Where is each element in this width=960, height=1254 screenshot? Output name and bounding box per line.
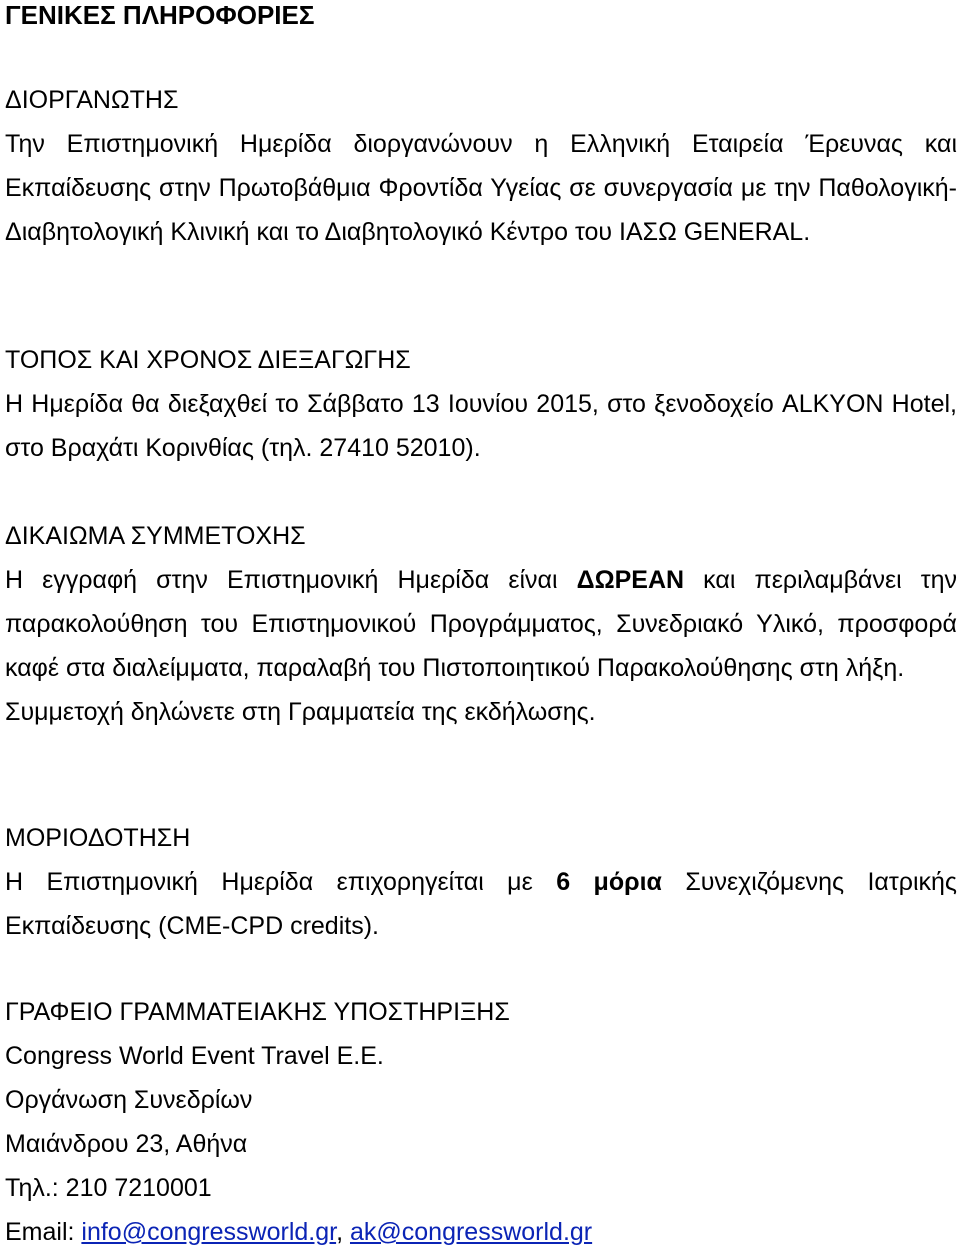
email-label: Email: xyxy=(5,1218,82,1246)
participation-note: Συμμετοχή δηλώνετε στη Γραμματεία της εκδήλωσης. xyxy=(5,698,596,726)
venue-heading: ΤΟΠΟΣ ΚΑΙ ΧΡΟΝΟΣ ΔΙΕΞΑΓΩΓΗΣ xyxy=(5,346,411,374)
email-link-ak[interactable]: ak@congressworld.gr xyxy=(349,1218,593,1246)
credits-text-after: Συνεχιζόμενης Ιατρικής Εκπαίδευσης (CME-CPD credits). xyxy=(5,868,957,940)
secretariat-section xyxy=(5,990,957,1254)
secretariat-heading: ΓΡΑΦΕΙΟ ΓΡΑΜΜΑΤΕΙΑΚΗΣ ΥΠΟΣΤΗΡΙΞΗΣ xyxy=(5,998,510,1026)
participation-text-before: Η εγγραφή στην Επιστημονική Ημερίδα είναι xyxy=(5,566,577,594)
organizer-text: Την Επιστημονική Ημερίδα διοργανώνουν η Ελληνική Εταιρεία Έρευνας και Εκπαίδευσης στην Πρωτοβάθμια Φροντίδα Υγείας σε συνεργασία με την Παθολογική-Διαβητολογική Κλινική και το Διαβητολογικό Κέντρο του ΙΑΣΩ GENERAL. xyxy=(5,130,957,246)
organizer-heading: ΔΙΟΡΓΑΝΩΤΗΣ xyxy=(5,86,179,114)
credits-heading: ΜΟΡΙΟΔΟΤΗΣΗ xyxy=(5,824,191,852)
email-separator: , xyxy=(336,1218,350,1246)
participation-heading: ΔΙΚΑΙΩΜΑ ΣΥΜΜΕΤΟΧΗΣ xyxy=(5,522,306,550)
participation-text-after: και περιλαμβάνει την παρακολούθηση του Επιστημονικού Προγράμματος, Συνεδριακό Υλικό, προσφορά καφέ στα διαλείμματα, παραλαβή του Πιστοποιητικού Παρακολούθησης στη λήξη. xyxy=(5,566,958,682)
email-link-info[interactable]: info@congressworld.gr xyxy=(81,1218,337,1246)
credits-section xyxy=(5,816,957,948)
participation-section xyxy=(5,514,957,734)
credits-emphasis: 6 μόρια xyxy=(556,868,662,896)
venue-section xyxy=(5,338,957,470)
credits-text xyxy=(5,860,957,948)
organizer-section xyxy=(5,78,957,254)
free-emphasis: ΔΩΡΕΑΝ xyxy=(576,566,685,594)
secretariat-description: Οργάνωση Συνεδρίων xyxy=(5,1086,253,1114)
page-title: ΓΕΝΙΚΕΣ ΠΛΗΡΟΦΟΡΙΕΣ xyxy=(5,0,315,30)
secretariat-address: Μαιάνδρου 23, Αθήνα xyxy=(5,1130,248,1158)
venue-text: Η Ημερίδα θα διεξαχθεί το Σάββατο 13 Ιουνίου 2015, στο ξενοδοχείο ALKYON Hotel, στο Βραχάτι Κορινθίας (τηλ. 27410 52010). xyxy=(5,390,957,462)
participation-text xyxy=(5,558,957,690)
credits-text-before: Η Επιστημονική Ημερίδα επιχορηγείται με xyxy=(5,868,557,896)
secretariat-phone: Τηλ.: 210 7210001 xyxy=(5,1174,212,1202)
secretariat-company: Congress World Event Travel E.E. xyxy=(5,1042,384,1070)
secretariat-email-line xyxy=(5,1210,957,1254)
